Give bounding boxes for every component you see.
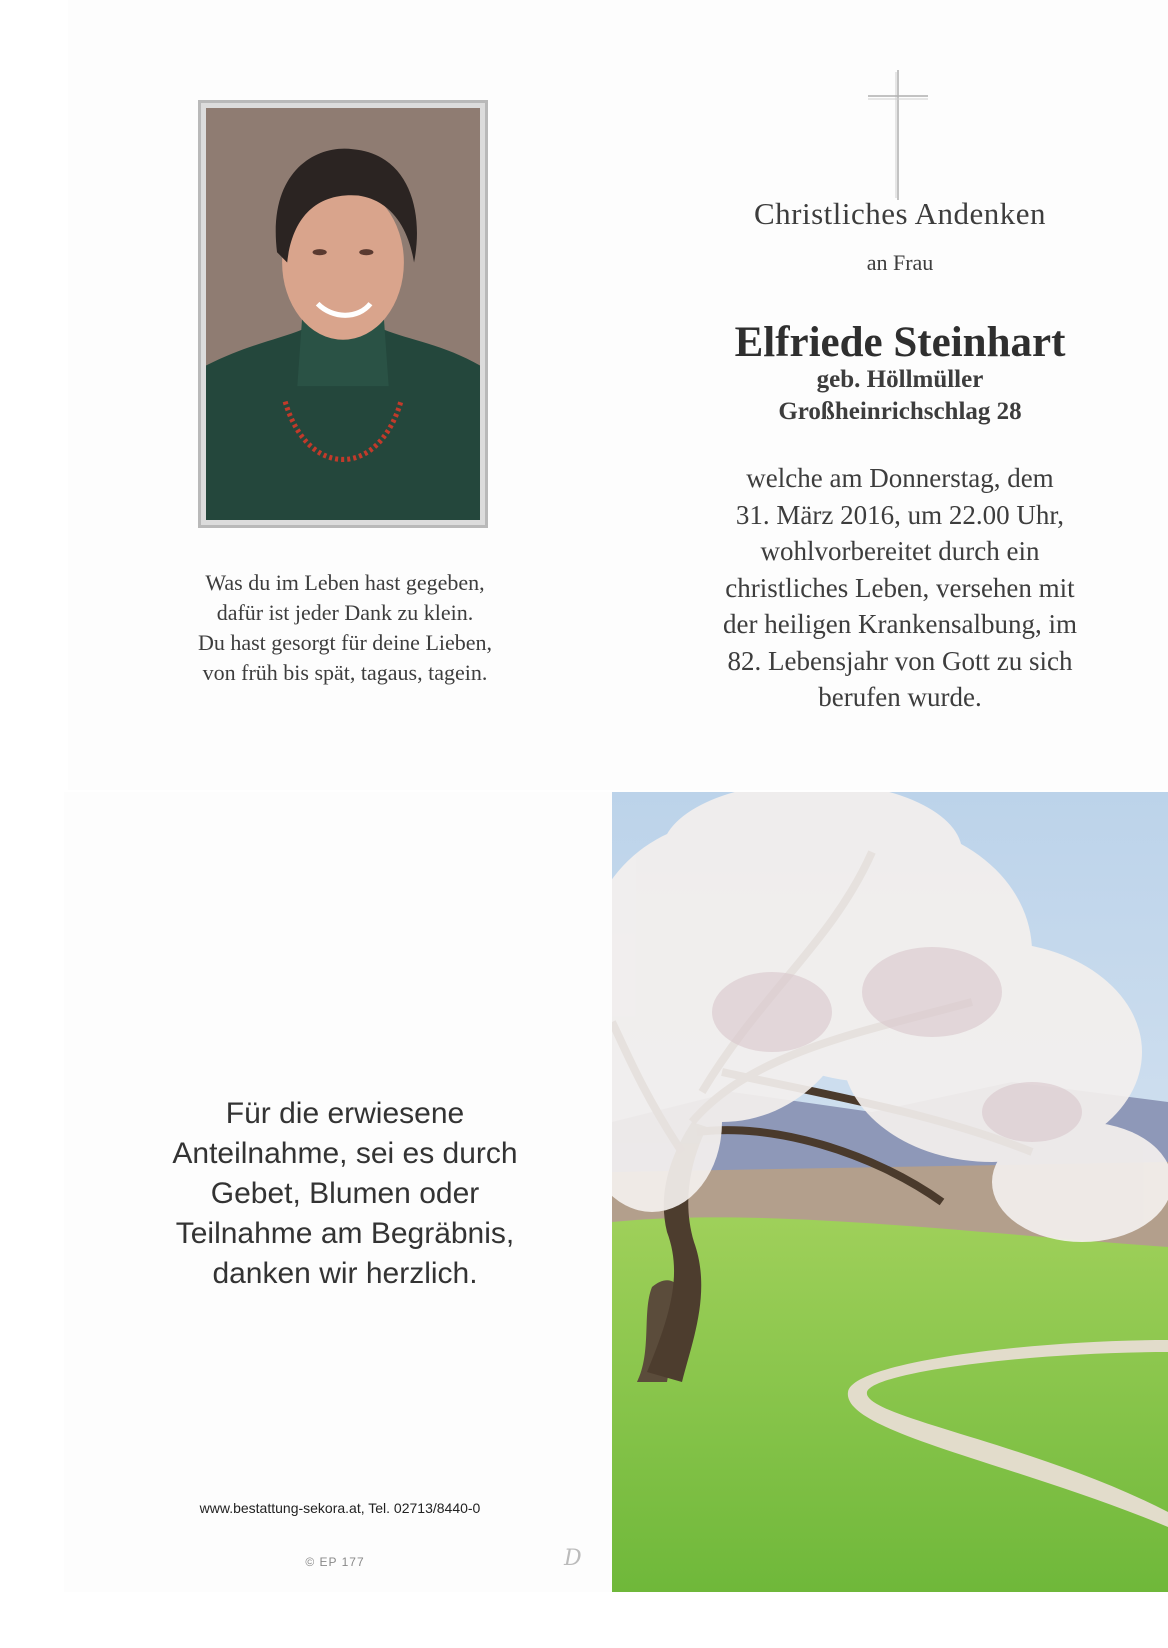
- blossoming-tree-image: [612, 792, 1168, 1592]
- thanks-line: Gebet, Blumen oder: [210, 1177, 480, 1210]
- announcement-line: 31. März 2016, um 22.00 Uhr,: [735, 499, 1065, 530]
- thanks-line: Teilnahme am Begräbnis,: [175, 1217, 515, 1250]
- announcement-line: berufen wurde.: [818, 682, 982, 712]
- funeral-home-contact: www.bestattung-sekora.at, Tel. 02713/8440-0: [199, 1500, 481, 1516]
- portrait-photo: [198, 100, 488, 528]
- thanks-line: Für die erwiesene: [225, 1097, 465, 1130]
- death-announcement: [680, 460, 1120, 716]
- announcement-line: 82. Lebensjahr von Gott zu sich: [727, 645, 1073, 676]
- announcement-line: christliches Leben, versehen mit: [725, 572, 1075, 603]
- announcement-line: wohlvorbereitet durch ein: [760, 536, 1040, 566]
- announcement-line: welche am Donnerstag, dem: [746, 463, 1054, 493]
- thank-you-message: [120, 1094, 570, 1294]
- printer-mark: D: [564, 1546, 582, 1571]
- poem-line: dafür ist jeder Dank zu klein.: [216, 600, 474, 625]
- thanks-line: danken wir herzlich.: [212, 1257, 478, 1290]
- poem-line: Was du im Leben hast gegeben,: [205, 570, 485, 595]
- deceased-name: Elfriede Steinhart: [734, 319, 1066, 366]
- deceased-address: Großheinrichschlag 28: [778, 398, 1022, 425]
- salutation: an Frau: [866, 250, 934, 275]
- poem-line: von früh bis spät, tagaus, tagein.: [202, 660, 488, 685]
- memorial-poem: [140, 568, 550, 688]
- announcement-line: der heiligen Krankensalbung, im: [723, 609, 1077, 639]
- cross-icon: [866, 70, 930, 200]
- birth-name: geb. Höllmüller: [816, 366, 984, 393]
- thanks-line: Anteilnahme, sei es durch: [172, 1137, 518, 1170]
- card-heading: Christliches Andenken: [753, 196, 1047, 231]
- copyright-code: © EP 177: [305, 1555, 365, 1569]
- poem-line: Du hast gesorgt für deine Lieben,: [197, 630, 493, 655]
